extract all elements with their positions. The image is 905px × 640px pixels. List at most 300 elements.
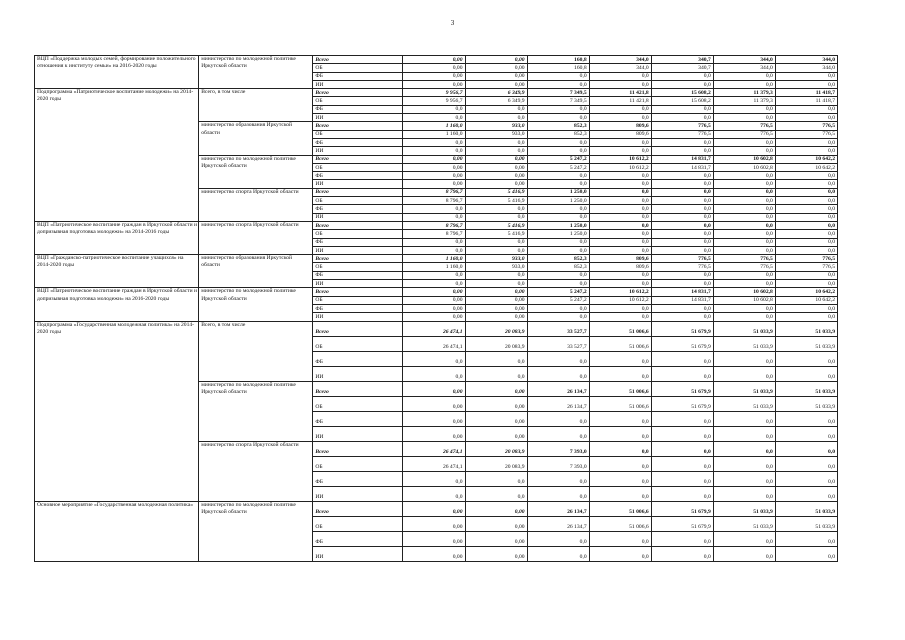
amount-cell: 776,5 [713, 255, 775, 263]
funding-source-cell: ОБ [313, 197, 403, 205]
amount-cell: 0,00 [465, 288, 527, 296]
amount-cell: 33 527,7 [527, 321, 589, 336]
amount-cell: 0,0 [713, 531, 775, 546]
amount-cell: 776,5 [651, 255, 713, 263]
amount-cell: 0,0 [527, 531, 589, 546]
amount-cell: 933,0 [465, 122, 527, 130]
amount-cell: 0,0 [589, 105, 651, 113]
amount-cell: 5 416,9 [465, 197, 527, 205]
program-name-cell: ВЦП «Патриотическое воспитание граждан в Иркутской области и допризывная подготовка молодежи» на 2016-2020 годы [35, 288, 199, 321]
amount-cell: 0,00 [465, 381, 527, 396]
amount-cell: 933,0 [465, 255, 527, 263]
amount-cell: 14 831,7 [651, 288, 713, 296]
amount-cell: 0,0 [527, 147, 589, 155]
amount-cell: 0,0 [403, 213, 465, 221]
funding-source-cell: ФБ [313, 411, 403, 426]
amount-cell: 0,0 [651, 486, 713, 501]
amount-cell: 0,0 [651, 197, 713, 205]
responsible-cell: министерство образования Иркутской области [199, 122, 313, 155]
amount-cell: 0,0 [713, 188, 775, 196]
amount-cell: 0,0 [527, 105, 589, 113]
funding-source-cell: ОБ [313, 230, 403, 238]
amount-cell: 1 250,0 [527, 221, 589, 229]
amount-cell: 7 393,0 [527, 441, 589, 456]
amount-cell: 0,0 [713, 105, 775, 113]
amount-cell: 0,0 [775, 280, 837, 288]
amount-cell: 5 247,2 [527, 296, 589, 304]
amount-cell: 11 379,3 [713, 97, 775, 105]
amount-cell: 5 247,2 [527, 288, 589, 296]
amount-cell: 51 033,9 [713, 321, 775, 336]
amount-cell: 7 349,5 [527, 97, 589, 105]
amount-cell: 0,00 [465, 396, 527, 411]
amount-cell: 0,0 [589, 197, 651, 205]
amount-cell: 0,0 [775, 180, 837, 188]
amount-cell: 51 006,6 [589, 336, 651, 351]
amount-cell: 0,00 [403, 516, 465, 531]
amount-cell: 0,0 [651, 271, 713, 279]
amount-cell: 8 796,7 [403, 188, 465, 196]
amount-cell: 1 160,0 [403, 263, 465, 271]
funding-source-cell: ОБ [313, 336, 403, 351]
amount-cell: 0,0 [589, 114, 651, 122]
amount-cell: 0,0 [527, 205, 589, 213]
amount-cell: 51 679,9 [651, 321, 713, 336]
amount-cell: 852,3 [527, 255, 589, 263]
amount-cell: 0,0 [775, 213, 837, 221]
amount-cell: 6 349,9 [465, 89, 527, 97]
amount-cell: 0,00 [403, 72, 465, 80]
amount-cell: 0,0 [651, 471, 713, 486]
program-name-cell: ВЦП «Гражданско-патриотическое воспитание учащихся» на 2014-2020 годы [35, 255, 199, 288]
amount-cell: 6 349,9 [465, 97, 527, 105]
amount-cell: 344,0 [589, 64, 651, 72]
amount-cell: 0,00 [465, 163, 527, 171]
amount-cell: 10 642,2 [775, 296, 837, 304]
amount-cell: 852,3 [527, 122, 589, 130]
funding-source-cell: ФБ [313, 471, 403, 486]
amount-cell: 809,6 [589, 255, 651, 263]
responsible-cell: министерство по молодежной политике Иркутской области [199, 381, 313, 441]
amount-cell: 11 418,7 [775, 97, 837, 105]
amount-cell: 776,5 [651, 130, 713, 138]
amount-cell: 20 083,9 [465, 321, 527, 336]
amount-cell: 0,00 [403, 80, 465, 88]
amount-cell: 14 831,7 [651, 155, 713, 163]
funding-source-cell: Всего [313, 155, 403, 163]
amount-cell: 0,0 [589, 441, 651, 456]
amount-cell: 0,0 [775, 471, 837, 486]
amount-cell: 7 393,0 [527, 456, 589, 471]
amount-cell: 0,0 [651, 456, 713, 471]
funding-source-cell: ОБ [313, 516, 403, 531]
amount-cell: 0,0 [589, 72, 651, 80]
amount-cell: 809,6 [589, 130, 651, 138]
amount-cell: 0,0 [651, 313, 713, 321]
funding-source-cell: ФБ [313, 172, 403, 180]
amount-cell: 0,0 [651, 411, 713, 426]
amount-cell: 0,0 [589, 246, 651, 254]
amount-cell: 0,0 [527, 280, 589, 288]
amount-cell: 0,00 [403, 411, 465, 426]
amount-cell: 0,0 [775, 546, 837, 561]
responsible-cell: министерство спорта Иркутской области [199, 188, 313, 221]
table-row [35, 501, 838, 516]
funding-source-cell: ОБ [313, 97, 403, 105]
amount-cell: 0,0 [589, 471, 651, 486]
amount-cell: 0,0 [589, 456, 651, 471]
amount-cell: 0,0 [775, 147, 837, 155]
amount-cell: 5 416,9 [465, 230, 527, 238]
amount-cell: 0,0 [775, 304, 837, 312]
table-row [35, 288, 838, 296]
amount-cell: 0,0 [651, 105, 713, 113]
amount-cell: 0,0 [403, 138, 465, 146]
responsible-cell: министерство спорта Иркутской области [199, 441, 313, 501]
amount-cell: 0,00 [465, 72, 527, 80]
amount-cell: 340,7 [651, 64, 713, 72]
funding-source-cell: ОБ [313, 130, 403, 138]
funding-source-cell: Всего [313, 255, 403, 263]
amount-cell: 0,00 [465, 296, 527, 304]
amount-cell: 0,00 [465, 313, 527, 321]
amount-cell: 0,0 [465, 105, 527, 113]
amount-cell: 0,00 [465, 426, 527, 441]
amount-cell: 0,00 [465, 180, 527, 188]
amount-cell: 0,0 [465, 486, 527, 501]
amount-cell: 8 796,7 [403, 221, 465, 229]
table-row [35, 221, 838, 229]
amount-cell: 0,0 [713, 230, 775, 238]
amount-cell: 0,0 [713, 313, 775, 321]
amount-cell: 809,6 [589, 122, 651, 130]
amount-cell: 0,00 [465, 304, 527, 312]
amount-cell: 51 033,9 [713, 396, 775, 411]
amount-cell: 0,0 [403, 280, 465, 288]
amount-cell: 51 033,9 [775, 321, 837, 336]
funding-source-cell: ИИ [313, 180, 403, 188]
amount-cell: 15 608,2 [651, 97, 713, 105]
amount-cell: 0,0 [713, 80, 775, 88]
amount-cell: 51 006,6 [589, 321, 651, 336]
amount-cell: 0,00 [403, 180, 465, 188]
amount-cell: 933,0 [465, 130, 527, 138]
funding-source-cell: ФБ [313, 238, 403, 246]
amount-cell: 0,0 [651, 147, 713, 155]
amount-cell: 0,0 [403, 238, 465, 246]
amount-cell: 0,0 [775, 426, 837, 441]
funding-source-cell: Всего [313, 188, 403, 196]
amount-cell: 0,0 [465, 238, 527, 246]
table-row [35, 255, 838, 263]
amount-cell: 10 602,8 [713, 296, 775, 304]
amount-cell: 51 679,9 [651, 516, 713, 531]
amount-cell: 0,0 [527, 138, 589, 146]
amount-cell: 0,0 [713, 238, 775, 246]
amount-cell: 0,0 [589, 313, 651, 321]
funding-source-cell: ИИ [313, 313, 403, 321]
responsible-cell: министерство по молодежной политике Иркутской области [199, 56, 313, 89]
amount-cell: 0,0 [713, 366, 775, 381]
amount-cell: 0,0 [713, 205, 775, 213]
amount-cell: 0,0 [713, 456, 775, 471]
amount-cell: 0,0 [527, 366, 589, 381]
amount-cell: 0,0 [651, 80, 713, 88]
amount-cell: 0,0 [713, 246, 775, 254]
amount-cell: 0,00 [403, 296, 465, 304]
amount-cell: 26 474,1 [403, 456, 465, 471]
amount-cell: 0,0 [775, 313, 837, 321]
amount-cell: 51 679,9 [651, 501, 713, 516]
amount-cell: 344,0 [713, 64, 775, 72]
amount-cell: 11 379,3 [713, 89, 775, 97]
amount-cell: 0,0 [527, 351, 589, 366]
responsible-cell: министерство по молодежной политике Иркутской области [199, 501, 313, 561]
amount-cell: 51 033,9 [713, 336, 775, 351]
funding-source-cell: ИИ [313, 280, 403, 288]
amount-cell: 0,0 [527, 180, 589, 188]
amount-cell: 0,0 [713, 172, 775, 180]
funding-source-cell: Всего [313, 501, 403, 516]
amount-cell: 0,0 [527, 271, 589, 279]
funding-source-cell: ФБ [313, 271, 403, 279]
program-name-cell: Подпрограмма «Государственная молодежная политика» на 2014-2020 годы [35, 321, 199, 501]
amount-cell: 0,0 [465, 280, 527, 288]
funding-source-cell: ИИ [313, 426, 403, 441]
program-name-cell: Подпрограмма «Патриотическое воспитание молодежи» на 2014-2020 годы [35, 89, 199, 222]
amount-cell: 0,0 [403, 114, 465, 122]
amount-cell: 51 033,9 [775, 381, 837, 396]
table-row [35, 56, 838, 64]
amount-cell: 0,0 [527, 486, 589, 501]
amount-cell: 0,0 [651, 426, 713, 441]
amount-cell: 776,5 [775, 122, 837, 130]
amount-cell: 0,0 [651, 180, 713, 188]
funding-source-cell: Всего [313, 441, 403, 456]
amount-cell: 0,0 [775, 138, 837, 146]
amount-cell: 0,00 [465, 531, 527, 546]
funding-source-cell: ОБ [313, 456, 403, 471]
amount-cell: 0,0 [589, 180, 651, 188]
amount-cell: 20 083,9 [465, 456, 527, 471]
amount-cell: 0,00 [403, 381, 465, 396]
amount-cell: 5 247,2 [527, 163, 589, 171]
amount-cell: 51 006,6 [589, 396, 651, 411]
funding-source-cell: Всего [313, 288, 403, 296]
amount-cell: 51 679,9 [651, 381, 713, 396]
amount-cell: 0,0 [589, 213, 651, 221]
funding-source-cell: ИИ [313, 114, 403, 122]
table-row [35, 321, 838, 336]
amount-cell: 0,0 [713, 138, 775, 146]
amount-cell: 14 831,7 [651, 163, 713, 171]
amount-cell: 10 612,2 [589, 163, 651, 171]
amount-cell: 0,00 [403, 396, 465, 411]
amount-cell: 0,0 [775, 531, 837, 546]
amount-cell: 0,0 [775, 486, 837, 501]
amount-cell: 0,0 [465, 205, 527, 213]
funding-source-cell: ФБ [313, 304, 403, 312]
amount-cell: 0,0 [775, 456, 837, 471]
amount-cell: 0,0 [651, 531, 713, 546]
responsible-cell: министерство спорта Иркутской области [199, 221, 313, 254]
responsible-cell: министерство образования Иркутской области [199, 255, 313, 288]
amount-cell: 0,0 [403, 205, 465, 213]
amount-cell: 0,00 [403, 172, 465, 180]
amount-cell: 9 956,7 [403, 89, 465, 97]
amount-cell: 0,0 [403, 351, 465, 366]
amount-cell: 0,0 [589, 238, 651, 246]
amount-cell: 0,00 [465, 411, 527, 426]
amount-cell: 0,0 [403, 366, 465, 381]
amount-cell: 933,0 [465, 263, 527, 271]
amount-cell: 51 679,9 [651, 336, 713, 351]
budget-table [34, 55, 838, 562]
amount-cell: 0,0 [589, 366, 651, 381]
funding-source-cell: ИИ [313, 147, 403, 155]
amount-cell: 0,0 [589, 172, 651, 180]
amount-cell: 0,0 [589, 280, 651, 288]
amount-cell: 0,0 [589, 531, 651, 546]
amount-cell: 0,0 [403, 471, 465, 486]
amount-cell: 0,0 [651, 188, 713, 196]
amount-cell: 0,00 [403, 288, 465, 296]
amount-cell: 0,0 [651, 366, 713, 381]
funding-source-cell: ИИ [313, 213, 403, 221]
amount-cell: 0,0 [651, 138, 713, 146]
amount-cell: 14 831,7 [651, 296, 713, 304]
amount-cell: 7 349,5 [527, 89, 589, 97]
amount-cell: 51 679,9 [651, 396, 713, 411]
amount-cell: 0,0 [589, 230, 651, 238]
funding-source-cell: ОБ [313, 263, 403, 271]
amount-cell: 0,0 [775, 80, 837, 88]
funding-source-cell: Всего [313, 321, 403, 336]
amount-cell: 26 474,1 [403, 321, 465, 336]
amount-cell: 0,0 [713, 72, 775, 80]
amount-cell: 0,0 [403, 105, 465, 113]
amount-cell: 0,0 [713, 546, 775, 561]
amount-cell: 0,0 [775, 114, 837, 122]
amount-cell: 0,0 [589, 486, 651, 501]
amount-cell: 0,0 [775, 366, 837, 381]
amount-cell: 10 642,2 [775, 163, 837, 171]
amount-cell: 0,00 [403, 56, 465, 64]
amount-cell: 1 160,0 [403, 255, 465, 263]
funding-source-cell: ОБ [313, 163, 403, 171]
amount-cell: 26 474,1 [403, 441, 465, 456]
amount-cell: 344,0 [775, 56, 837, 64]
funding-source-cell: ФБ [313, 205, 403, 213]
funding-source-cell: ИИ [313, 366, 403, 381]
amount-cell: 776,5 [713, 263, 775, 271]
amount-cell: 8 796,7 [403, 230, 465, 238]
amount-cell: 0,0 [465, 138, 527, 146]
amount-cell: 5 247,2 [527, 155, 589, 163]
amount-cell: 160,8 [527, 64, 589, 72]
funding-source-cell: ОБ [313, 296, 403, 304]
amount-cell: 809,6 [589, 263, 651, 271]
amount-cell: 0,0 [713, 426, 775, 441]
amount-cell: 0,0 [589, 351, 651, 366]
amount-cell: 0,0 [775, 197, 837, 205]
amount-cell: 0,0 [527, 313, 589, 321]
amount-cell: 10 612,2 [589, 288, 651, 296]
amount-cell: 0,0 [527, 114, 589, 122]
amount-cell: 0,0 [465, 351, 527, 366]
amount-cell: 0,0 [403, 271, 465, 279]
funding-source-cell: ФБ [313, 531, 403, 546]
amount-cell: 0,0 [465, 366, 527, 381]
amount-cell: 11 421,8 [589, 97, 651, 105]
amount-cell: 51 033,9 [775, 336, 837, 351]
amount-cell: 0,0 [527, 426, 589, 441]
amount-cell: 1 160,0 [403, 122, 465, 130]
amount-cell: 0,0 [651, 205, 713, 213]
amount-cell: 0,0 [527, 546, 589, 561]
amount-cell: 0,0 [713, 471, 775, 486]
funding-source-cell: ФБ [313, 105, 403, 113]
amount-cell: 0,0 [527, 80, 589, 88]
amount-cell: 0,0 [527, 172, 589, 180]
amount-cell: 852,3 [527, 130, 589, 138]
funding-source-cell: ИИ [313, 486, 403, 501]
amount-cell: 0,0 [775, 411, 837, 426]
amount-cell: 0,0 [651, 72, 713, 80]
amount-cell: 344,0 [775, 64, 837, 72]
amount-cell: 776,5 [651, 122, 713, 130]
amount-cell: 776,5 [775, 130, 837, 138]
amount-cell: 0,0 [651, 280, 713, 288]
amount-cell: 0,00 [465, 172, 527, 180]
amount-cell: 0,0 [775, 271, 837, 279]
amount-cell: 0,0 [713, 221, 775, 229]
amount-cell: 51 033,9 [713, 516, 775, 531]
amount-cell: 0,0 [651, 441, 713, 456]
amount-cell: 0,0 [651, 351, 713, 366]
responsible-cell: Всего, в том числе [199, 89, 313, 122]
amount-cell: 344,0 [589, 56, 651, 64]
amount-cell: 0,0 [775, 441, 837, 456]
amount-cell: 0,0 [775, 172, 837, 180]
amount-cell: 0,0 [589, 147, 651, 155]
amount-cell: 0,0 [527, 304, 589, 312]
amount-cell: 0,00 [465, 155, 527, 163]
amount-cell: 0,00 [465, 546, 527, 561]
amount-cell: 51 033,9 [775, 501, 837, 516]
amount-cell: 0,00 [403, 531, 465, 546]
amount-cell: 0,0 [465, 471, 527, 486]
amount-cell: 0,00 [465, 501, 527, 516]
amount-cell: 0,00 [403, 313, 465, 321]
amount-cell: 0,0 [527, 246, 589, 254]
amount-cell: 776,5 [775, 263, 837, 271]
amount-cell: 0,0 [713, 147, 775, 155]
amount-cell: 0,00 [465, 516, 527, 531]
amount-cell: 0,00 [403, 155, 465, 163]
amount-cell: 26 134,7 [527, 501, 589, 516]
amount-cell: 776,5 [713, 122, 775, 130]
amount-cell: 340,7 [651, 56, 713, 64]
amount-cell: 0,0 [527, 411, 589, 426]
amount-cell: 0,0 [589, 304, 651, 312]
amount-cell: 51 006,6 [589, 516, 651, 531]
amount-cell: 0,00 [403, 501, 465, 516]
amount-cell: 0,0 [651, 172, 713, 180]
amount-cell: 26 134,7 [527, 516, 589, 531]
amount-cell: 0,0 [465, 114, 527, 122]
amount-cell: 0,0 [775, 351, 837, 366]
